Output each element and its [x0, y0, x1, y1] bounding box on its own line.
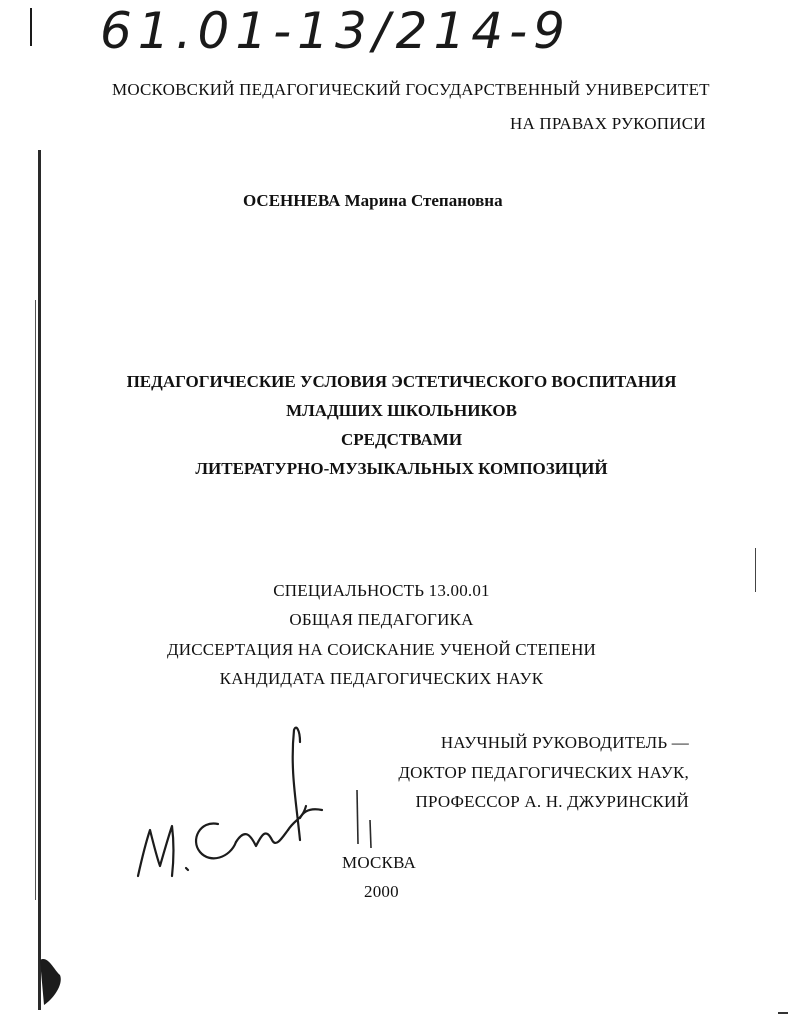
supervisor-line: ПРОФЕССОР А. Н. ДЖУРИНСКИЙ	[415, 792, 689, 811]
title-line: СРЕДСТВАМИ	[340, 430, 463, 449]
title-line: ПЕДАГОГИЧЕСКИЕ УСЛОВИЯ ЭСТЕТИЧЕСКОГО ВОСПИТАНИЯ	[126, 372, 677, 391]
author-given-names: Марина Степановна	[344, 191, 503, 210]
university-name: МОСКОВСКИЙ ПЕДАГОГИЧЕСКИЙ ГОСУДАРСТВЕННЫЙ УНИВЕРСИТЕТ	[112, 80, 710, 99]
scan-edge-line-top	[30, 8, 32, 46]
author-name	[243, 191, 503, 211]
supervisor-line: ДОКТОР ПЕДАГОГИЧЕСКИХ НАУК,	[398, 763, 689, 782]
title-line: ЛИТЕРАТУРНО-МУЗЫКАЛЬНЫХ КОМПОЗИЦИЙ	[195, 459, 608, 478]
specialty-line: КАНДИДАТА ПЕДАГОГИЧЕСКИХ НАУК	[219, 669, 544, 688]
supervisor-line: НАУЧНЫЙ РУКОВОДИТЕЛЬ —	[440, 733, 689, 752]
handwritten-archive-code: 61.01-13/214-9	[100, 2, 571, 60]
title-line: МЛАДШИХ ШКОЛЬНИКОВ	[286, 401, 517, 420]
year: 2000	[364, 882, 399, 901]
author-surname: ОСЕННЕВА	[243, 191, 341, 210]
specialty-line: ДИССЕРТАЦИЯ НА СОИСКАНИЕ УЧЕНОЙ СТЕПЕНИ	[166, 640, 597, 659]
specialty-line: ОБЩАЯ ПЕДАГОГИКА	[289, 610, 474, 629]
specialty-line: СПЕЦИАЛЬНОСТЬ 13.00.01	[273, 581, 490, 600]
scan-edge-mark-bottom-right	[778, 1012, 788, 1014]
manuscript-rights-label: НА ПРАВАХ РУКОПИСИ	[510, 114, 706, 133]
city: МОСКВА	[342, 853, 417, 872]
scan-edge-line-main	[38, 150, 41, 1010]
